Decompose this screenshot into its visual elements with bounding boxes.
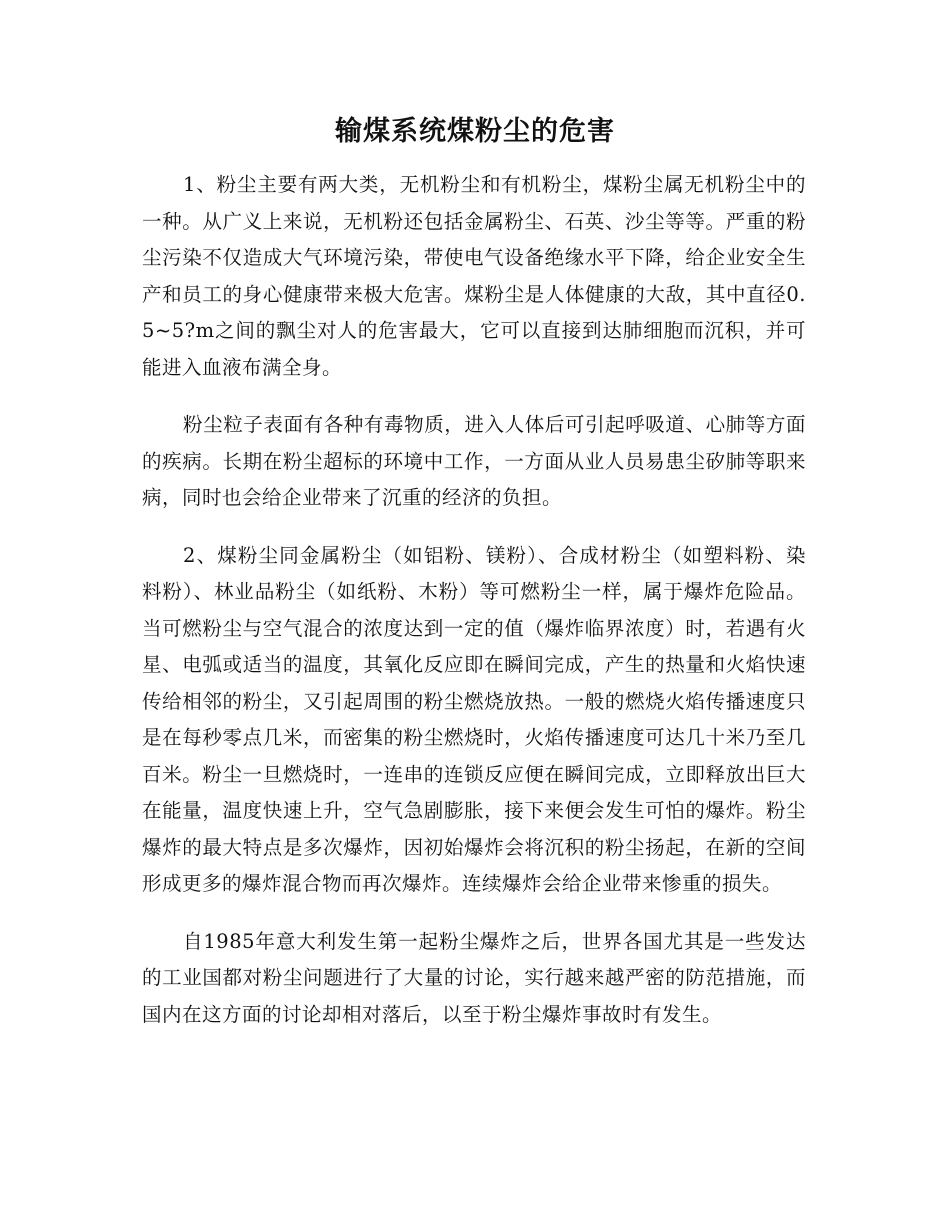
paragraph-1: 1、粉尘主要有两大类，无机粉尘和有机粉尘，煤粉尘属无机粉尘中的一种。从广义上来说，无机粉还包括金属粉尘、石英、沙尘等等。严重的粉尘污染不仅造成大气环境污染，带使电气设备绝缘水平下降，给企业安全生产和员工的身心健康带来极大危害。煤粉尘是人体健康的大敌，其中直径0.5~5?m之间的飘尘对人的危害最大，它可以直接到达肺细胞而沉积，并可能进入血液布满全身。 (142, 173, 806, 379)
document-body (142, 167, 806, 1054)
document-title: 输煤系统煤粉尘的危害 (335, 116, 615, 147)
paragraph-2: 粉尘粒子表面有各种有毒物质，进入人体后可引起呼吸道、心肺等方面的疾病。长期在粉尘超标的环境中工作，一方面从业人员易患尘矽肺等职来病，同时也会给企业带来了沉重的经济的负担。 (142, 413, 806, 509)
paragraph-3: 2、煤粉尘同金属粉尘（如铝粉、镁粉）、合成材粉尘（如塑料粉、染料粉）、林业品粉尘（如纸粉、木粉）等可燃粉尘一样，属于爆炸危险品。当可燃粉尘与空气混合的浓度达到一定的值（爆炸临界浓度）时，若遇有火星、电弧或适当的温度，其氧化反应即在瞬间完成，产生的热量和火焰快速传给相邻的粉尘，又引起周围的粉尘燃烧放热。一般的燃烧火焰传播速度只是在每秒零点几米，而密集的粉尘燃烧时，火焰传播速度可达几十米乃至几百米。粉尘一旦燃烧时，一连串的连锁反应便在瞬间完成，立即释放出巨大在能量，温度快速上升，空气急剧膨胀，接下来便会发生可怕的爆炸。粉尘爆炸的最大特点是多次爆炸，因初始爆炸会将沉积的粉尘扬起，在新的空间形成更多的爆炸混合物而再次爆炸。连续爆炸会给企业带来惨重的损失。 (142, 543, 806, 895)
paragraph-4: 自1985年意大利发生第一起粉尘爆炸之后，世界各国尤其是一些发达的工业国都对粉尘问题进行了大量的讨论，实行越来越严密的防范措施，而国内在这方面的讨论却相对落后，以至于粉尘爆炸事故时有发生。 (142, 929, 806, 1026)
